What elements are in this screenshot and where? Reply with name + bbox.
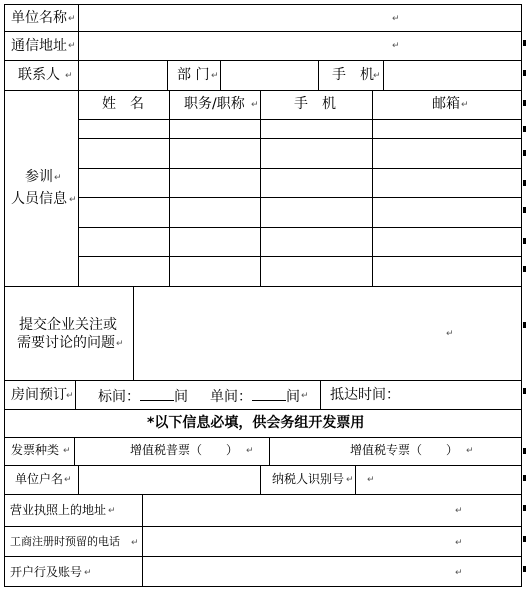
paragraph-mark: ↵: [68, 41, 76, 51]
registered-phone-field[interactable]: [143, 527, 520, 556]
paragraph-mark: ↵: [246, 446, 254, 456]
account-name-field[interactable]: [79, 466, 260, 494]
paragraph-mark: ↵: [69, 195, 77, 205]
paragraph-mark: ↵: [466, 446, 474, 456]
paragraph-mark: ↵: [455, 506, 463, 516]
paragraph-mark: ↵: [373, 71, 381, 81]
unit-name-field[interactable]: [79, 5, 520, 31]
registered-phone-label: 工商注册时预留的电话: [10, 535, 120, 548]
paragraph-mark: ↵: [54, 173, 62, 183]
single-room-field[interactable]: 单间： 间: [210, 389, 300, 405]
paragraph-mark: ↵: [301, 391, 309, 401]
participants-label-line2: 人员信息: [11, 191, 67, 207]
contact-mobile-label: 手 机: [332, 67, 374, 83]
license-address-field[interactable]: [143, 495, 520, 526]
header-title: 职务/职称: [184, 96, 245, 112]
department-label: 部 门: [177, 67, 210, 83]
invoice-notice: *以下信息必填，供会务组开发票用: [147, 415, 365, 431]
paragraph-mark: ↵: [68, 14, 76, 24]
paragraph-mark: ↵: [63, 446, 71, 456]
issues-label-line2: 需要讨论的问题: [17, 335, 115, 351]
paragraph-mark: ↵: [461, 100, 469, 110]
invoice-type-label: 发票种类: [11, 443, 60, 457]
paragraph-mark: ↵: [455, 538, 463, 548]
paragraph-mark: ↵: [211, 71, 219, 81]
contact-mobile-field[interactable]: [384, 61, 520, 90]
arrival-time-field[interactable]: [398, 381, 520, 409]
header-mobile: 手 机: [294, 96, 336, 112]
paragraph-mark: ↵: [346, 475, 354, 485]
address-label: 通信地址: [11, 38, 67, 54]
room-booking-label: 房间预订: [11, 387, 67, 403]
address-field[interactable]: [79, 32, 520, 60]
paragraph-mark: ↵: [392, 41, 400, 51]
paragraph-mark: ↵: [446, 329, 454, 339]
bank-account-label: 开户行及账号: [10, 565, 83, 579]
department-field[interactable]: [221, 61, 318, 90]
participants-label-line1: 参训: [25, 169, 53, 185]
header-name: 姓 名: [102, 96, 144, 112]
taxpayer-id-field[interactable]: [356, 466, 520, 494]
paragraph-mark: ↵: [392, 14, 400, 24]
paragraph-mark: ↵: [131, 538, 139, 548]
paragraph-mark: ↵: [65, 71, 73, 81]
bank-account-field[interactable]: [143, 557, 520, 586]
vat-normal-option[interactable]: 增值税普票（ ）: [130, 443, 239, 457]
unit-name-label: 单位名称: [11, 10, 67, 26]
license-address-label: 营业执照上的地址: [10, 503, 107, 517]
issues-field[interactable]: [134, 287, 520, 380]
paragraph-mark: ↵: [84, 568, 92, 578]
paragraph-mark: ↵: [64, 475, 72, 485]
contact-label: 联系人: [18, 67, 60, 83]
paragraph-mark: ↵: [108, 506, 116, 516]
account-name-label: 单位户名: [15, 472, 64, 486]
issues-label-line1: 提交企业关注或: [19, 317, 117, 333]
paragraph-mark: ↵: [455, 568, 463, 578]
taxpayer-id-label: 纳税人识别号: [272, 472, 345, 486]
paragraph-mark: ↵: [116, 339, 124, 349]
arrival-time-label: 抵达时间：: [330, 387, 400, 403]
paragraph-mark: ↵: [251, 100, 259, 110]
participants-table-body[interactable]: [79, 120, 521, 286]
standard-room-field[interactable]: 标间： 间: [98, 389, 188, 405]
header-email: 邮箱: [432, 96, 460, 112]
vat-special-option[interactable]: 增值税专票（ ）: [350, 443, 459, 457]
paragraph-mark: ↵: [367, 475, 375, 485]
contact-field[interactable]: [79, 61, 167, 90]
paragraph-mark: ↵: [66, 391, 74, 401]
